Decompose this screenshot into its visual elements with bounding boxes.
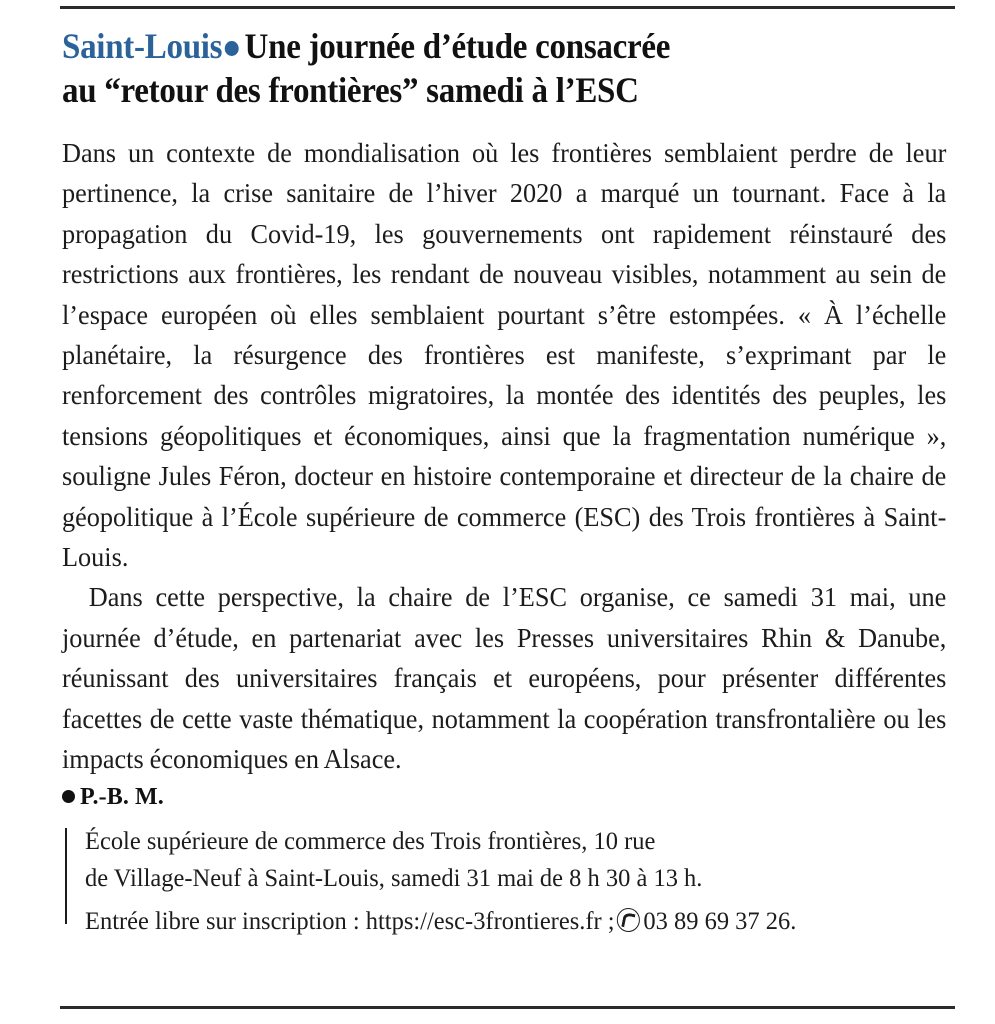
practical-info-block	[62, 822, 947, 939]
info-vertical-rule	[65, 828, 67, 924]
paragraph: Dans cette perspective, la chaire de l’ESC organise, ce samedi 31 mai, une journée d’étude, en partenariat avec les Presses universitaires Rhin & Danube, réunissant des universitaires français et européens, pour présenter différentes facettes de cette vaste thématique, notamment la coopération transfrontalière ou les impacts économiques en Alsace.	[62, 581, 947, 775]
page-title	[62, 24, 946, 112]
byline-author: P.-B. M.	[80, 783, 164, 810]
top-divider-rule	[60, 6, 955, 9]
byline	[62, 781, 947, 813]
paragraph: Dans un contexte de mondialisation où les frontières semblaient perdre de leur pertinence, la crise sanitaire de l’hiver 2020 a marqué un tournant. Face à la propagation du Covid-19, les gouvernements ont rapidement réinstauré des restrictions aux frontières, les rendant de nouveau visibles, notamment au sein de l’espace européen où elles semblaient pourtant s’être estompées. « À l’échelle planétaire, la résurgence des frontières est manifeste, s’exprimant par le renforcement des contrôles migratoires, la montée des identités des peuples, les tensions géopolitiques et économiques, ainsi que la fragmentation numérique », souligne Jules Féron, docteur en histoire contemporaine et directeur de la chaire de géopolitique à l’École supérieure de commerce (ESC) des Trois frontières à Saint-Louis.	[62, 137, 947, 573]
article-body	[62, 133, 947, 780]
info-line-registration	[85, 902, 949, 939]
bullet-dot-icon	[225, 41, 239, 56]
article-column	[62, 24, 947, 939]
headline-line-2: au “retour des frontières” samedi à l’ESC	[62, 70, 639, 110]
headline-line-1: Une journée d’étude consacrée	[244, 26, 671, 66]
bottom-divider-rule	[60, 1006, 955, 1009]
headline-kicker: Saint-Louis	[62, 26, 223, 66]
phone-number: 03 89 69 37 26.	[643, 905, 797, 935]
registration-text: Entrée libre sur inscription : https://esc-3frontieres.fr ;	[85, 905, 615, 935]
phone-in-circle-icon	[616, 908, 639, 932]
info-line-venue: École supérieure de commerce des Trois frontières, 10 rue	[85, 825, 656, 855]
bullet-dot-icon	[62, 790, 75, 803]
info-line-schedule: de Village-Neuf à Saint-Louis, samedi 31 mai de 8 h 30 à 13 h.	[85, 862, 703, 892]
